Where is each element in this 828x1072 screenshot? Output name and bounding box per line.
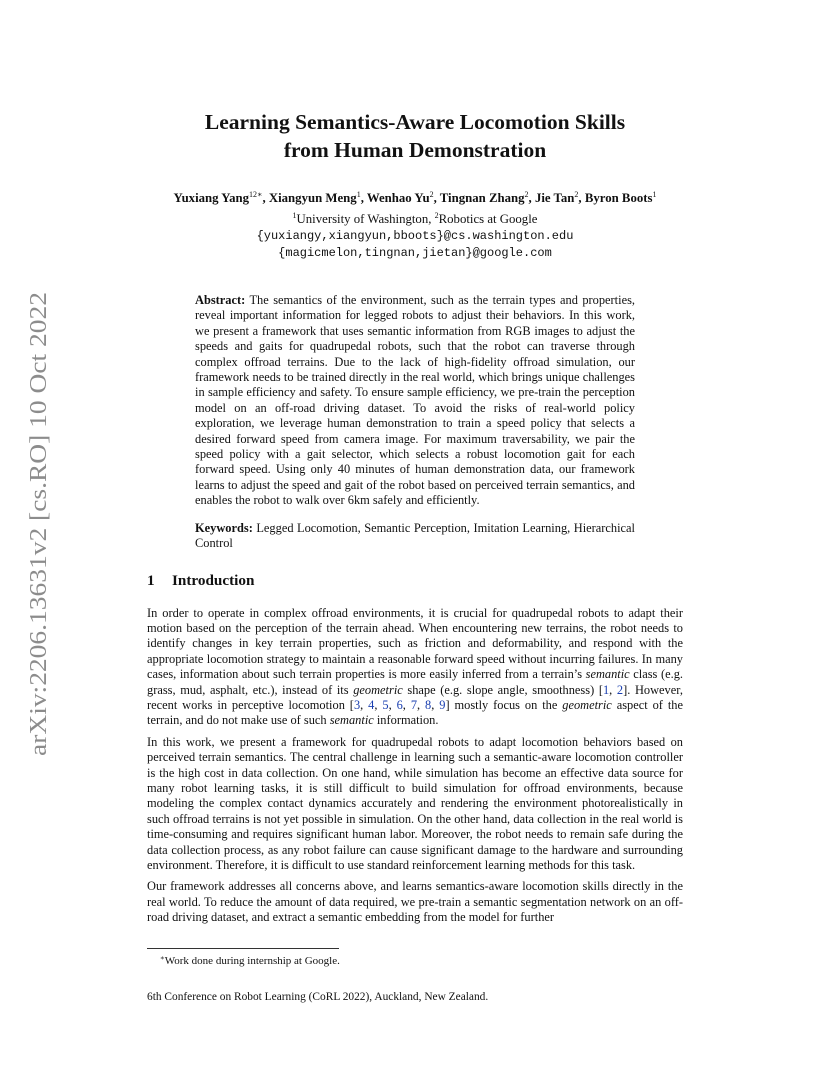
p1-text-3: shape (e.g. slope angle, smoothness) [ (402, 682, 603, 697)
title-line-2: from Human Demonstration (283, 138, 547, 162)
p1-emphasis-3: geometric (562, 697, 612, 712)
abstract (195, 293, 635, 509)
paper-title (147, 108, 683, 164)
author-3: Wenhao Yu (366, 191, 430, 205)
footnote (160, 951, 340, 968)
section-heading-introduction (147, 571, 683, 591)
author-6: Byron Boots (584, 191, 653, 205)
p1-text-7: information. (373, 713, 439, 728)
citation-link[interactable]: 8 (425, 697, 432, 712)
author-4: Tingnan Zhang (439, 191, 525, 205)
keywords (195, 521, 635, 552)
author-names: Yuxiang Yang$^{12∗}$, Xiangyun Meng$^1$, Wenhao Yu$^2$, Tingnan Zhang$^2$, Jie Tan$^2$, Byron Boots$^1$ (173, 190, 657, 205)
email-line-2: {magicmelon,tingnan,jietan}@google.com (278, 246, 552, 260)
affiliation-1: University of Washington, (296, 212, 435, 226)
citation-link[interactable]: 7 (410, 697, 418, 712)
p1-text-5: ] mostly focus on the (445, 697, 563, 712)
keywords-text: Legged Locomotion, Semantic Perception, Imitation Learning, Hierarchical Control (195, 520, 635, 551)
footnote-mark: ∗ (160, 954, 165, 962)
email-line-1: {yuxiangy,xiangyun,bboots}@cs.washington.edu (256, 229, 574, 243)
p1-text-4: ]. However, recent works in perceptive locomotion [ (147, 682, 683, 712)
author-1-footnote-mark: ∗ (257, 190, 263, 199)
conference-footer: 6th Conference on Robot Learning (CoRL 2022), Auckland, New Zealand. (147, 991, 489, 1003)
author-5: Jie Tan (534, 191, 575, 205)
intro-paragraph-1: In order to operate in complex offroad environments, it is crucial for quadrupedal robots to adapt their motion based on the perception of the terrain ahead. When encountering new terrains, the robot needs to identify changes in key terrain properties, such as friction and deformability, and respond with the appropriate locomotion strategy to maintain a reasonable forward speed without incurring failures. In many cases, information about such terrain properties is more easily inferred from a terrain’s semantic class (e.g. grass, mud, asphalt, etc.), instead of its geometric shape (e.g. slope angle, smoothness) [1, 2]. However, recent works in perceptive locomotion [3, 4, 5, 6, 7, 8, 9] mostly focus on the geometric aspect of the terrain, and do not make use of such semantic information. (147, 605, 683, 728)
citation-link[interactable]: 5 (382, 697, 389, 712)
p1-text-6: aspect of the terrain, and do not make use of such (147, 697, 683, 728)
author-block (147, 186, 683, 262)
affiliation-2-mark: 2 (434, 211, 439, 220)
affiliation-1-mark: 1 (292, 211, 297, 220)
author-1-affil: 12 (249, 190, 258, 199)
title-line-1: Learning Semantics-Aware Locomotion Skills (204, 110, 626, 134)
citation-link[interactable]: 1 (602, 682, 610, 697)
section-number: 1 (147, 571, 155, 589)
p1-emphasis-1: semantic (585, 667, 630, 682)
author-5-affil: 2 (574, 190, 579, 199)
author-1: Yuxiang Yang (173, 191, 250, 205)
footnote-text: Work done during internship at Google. (164, 955, 340, 967)
citation-link[interactable]: 6 (396, 697, 403, 712)
section-title: Introduction (172, 571, 255, 589)
intro-paragraph-3: Our framework addresses all concerns above, and learns semantics-aware locomotion skills directly in the real world. To reduce the amount of data required, we pre-train a semantic segmentation network on an off-road driving dataset, and extract a semantic embedding from the model for further (147, 879, 683, 925)
citation-link[interactable]: 2 (616, 682, 624, 697)
abstract-label: Abstract: (195, 293, 246, 307)
author-6-affil: 1 (652, 190, 657, 199)
p1-emphasis-4: semantic (329, 713, 374, 728)
author-4-affil: 2 (524, 190, 529, 199)
citation-link[interactable]: 3 (353, 697, 361, 712)
author-2: Xiangyun Meng (268, 191, 357, 205)
keywords-label: Keywords: (195, 520, 253, 535)
intro-paragraph-2: In this work, we present a framework for quadrupedal robots to adapt locomotion behaviors based on perceived terrain semantics. The central challenge in learning such a semantic-aware locomotion controller is the high cost in data collection. On one hand, while simulation has become an effective data source for many robot learning tasks, it is still difficult to build simulation for offroad environments, because modeling the complex contact dynamics accurately and rendering the environment photorealistically in such offroad terrains is not yet possible in simulation. On the other hand, data collection in the real world is time-consuming and requires significant human labor. Moreover, the robot needs to remain safe during the data collection process, as any robot failure can cause significant damage to the hardware and surrounding environment. Therefore, it is difficult to use standard reinforcement learning methods for this task. (147, 734, 683, 872)
affiliation-2: Robotics at Google (438, 212, 538, 226)
affiliations (147, 207, 683, 228)
citation-link[interactable]: 9 (439, 697, 446, 712)
paper-page (147, 108, 683, 926)
author-2-affil: 1 (356, 190, 361, 199)
citation-separator: , (609, 682, 617, 697)
p1-emphasis-2: geometric (353, 682, 403, 697)
p1-text-1: In order to operate in complex offroad environments, it is crucial for quadrupedal robots to adapt their motion based on the perception of the terrain ahead. When encountering new terrains, the robot needs to identify changes in key terrain properties, such as friction and deformability, and respond with the appropriate locomotion strategy to maintain a reasonable forward speed without incurring failures. In many cases, information about such terrain properties is more easily inferred from a terrain’s (147, 605, 683, 682)
abstract-text: The semantics of the environment, such as the terrain types and properties, reveal important information for legged robots to adjust their behaviors. In this work, we present a framework that uses semantic information from RGB images to adjust the speeds and gaits for quadrupedal robots, such that the robot can traverse through complex offroad terrains. Due to the lack of high-fidelity offroad simulation, our framework needs to be trained directly in the real world, which brings unique challenges in sample efficiency and safety. To ensure sample efficiency, we pre-train the perception model on an off-road driving dataset. To avoid the risks of real-world policy exploration, we leverage human demonstration to train a speed policy that selects a desired forward speed from camera image. For maximum traversability, we pair the speed policy with a gait selector, which selects a robust locomotion gait for each forward speed. Using only 40 minutes of human demonstration data, our framework learns to adjust the speed and gait of the robot based on perceived terrain semantics, and enables the robot to walk over 6km safely and efficiently. (195, 293, 635, 508)
author-3-affil: 2 (429, 190, 434, 199)
footnote-rule (147, 948, 339, 949)
p1-text-2: class (e.g. grass, mud, asphalt, etc.), instead of its (147, 667, 683, 697)
citation-link[interactable]: 4 (368, 697, 375, 712)
arxiv-identifier-stamp (14, 290, 58, 760)
arxiv-identifier: arXiv:2206.13631v2 [cs.RO] 10 Oct 2022 (26, 350, 52, 756)
